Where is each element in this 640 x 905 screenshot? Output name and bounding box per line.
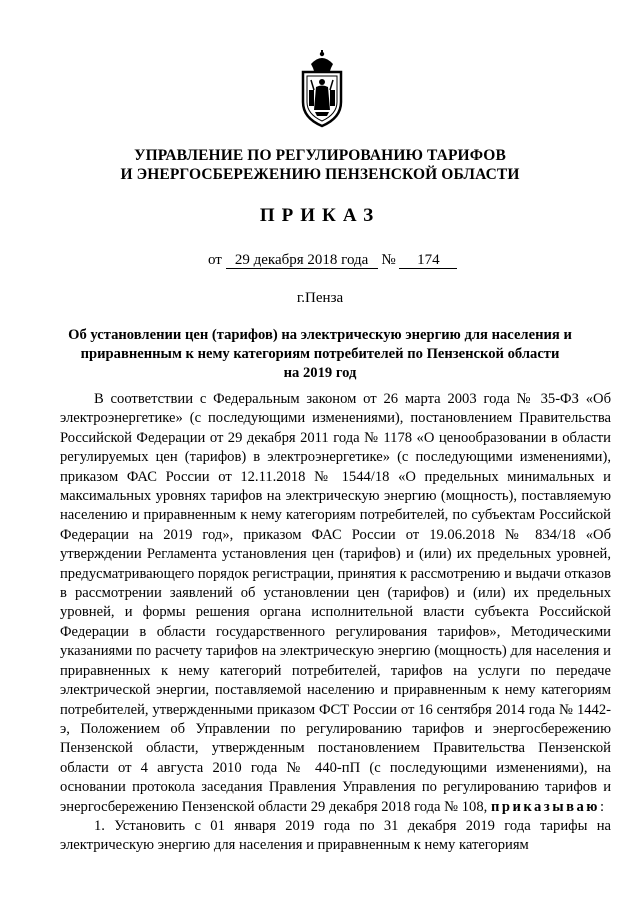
clause-1-paragraph: 1. Установить с 01 января 2019 года по 31 декабря 2019 года тарифы на электрическую энергию для населения и приравненным к нему категориям [60,817,611,854]
order-title-line-1: Об установлении цен (тарифов) на электрическую энергию для населения и [68,327,572,343]
order-date: 29 декабря 2018 года [226,253,378,269]
order-title [60,326,580,383]
coat-of-arms-emblem [297,50,347,130]
number-sign: № [381,252,396,268]
city-name: г.Пенза [296,290,344,306]
order-word: приказываю [490,798,600,815]
authority-name-line-1: УПРАВЛЕНИЕ ПО РЕГУЛИРОВАНИЮ ТАРИФОВ [134,147,506,164]
preamble-paragraph [60,390,611,817]
order-colon: : [599,798,605,815]
document-type-heading: ПРИКАЗ [259,205,381,226]
order-title-line-3: на 2019 год [283,365,357,381]
order-number: 174 [399,253,457,269]
date-number-line [208,251,457,269]
authority-name-line-2: И ЭНЕРГОСБЕРЕЖЕНИЮ ПЕНЗЕНСКОЙ ОБЛАСТИ [120,166,520,183]
order-title-line-2: приравненным к нему категориям потребителей по Пензенской области [80,346,560,362]
preamble-text: В соответствии с Федеральным законом от 26 марта 2003 года № 35-ФЗ «Об электроэнергетике» (с последующими изменениями), постановлением Правительства Российской Федерации от 29 декабря 2011 года № 1178 «О ценообразовании в области регулируемых цен (тарифов) в электроэнергетике» (с последующими изменениями), приказом ФАС России от 12.11.2018 № 1544/18 «О предельных минимальных и максимальных уровнях тарифов на электрическую энергию (мощность), поставляемую населению и приравненным к нему категориям потребителей, по субъектам Российской Федерации на 2019 год», приказом ФАС России от 19.06.2018 № 834/18 «Об утверждении Регламента установления цен (тарифов) и (или) их предельных уровней, предусматривающего порядок регистрации, принятия к рассмотрению и выдачи отказов в рассмотрении заявлений об установлении цен (тарифов) и (или) их предельных уровней, и формы решения органа исполнительной власти субъекта Российской Федерации в области государственного регулирования тарифов», Методическими указаниями по расчету тарифов на электрическую энергию (мощность) для населения и приравненных к нему категорий потребителей, тарифов на услуги по передаче электрической энергии, поставляемой населению и приравненным к нему категориям потребителей, утвержденными приказом ФСТ России от 16 сентября 2014 года № 1442-э, Положением об Управлении по регулированию тарифов и энергосбережению Пензенской области, утвержденным постановлением Правительства Пензенской области от 4 августа 2010 года № 440-пП (с последующими изменениями), на основании протокола заседания Правления Управления по регулированию тарифов и энергосбережению Пензенской области 29 декабря 2018 года № 108, [60,391,611,815]
date-prefix: от [208,252,222,268]
order-body [60,390,611,856]
